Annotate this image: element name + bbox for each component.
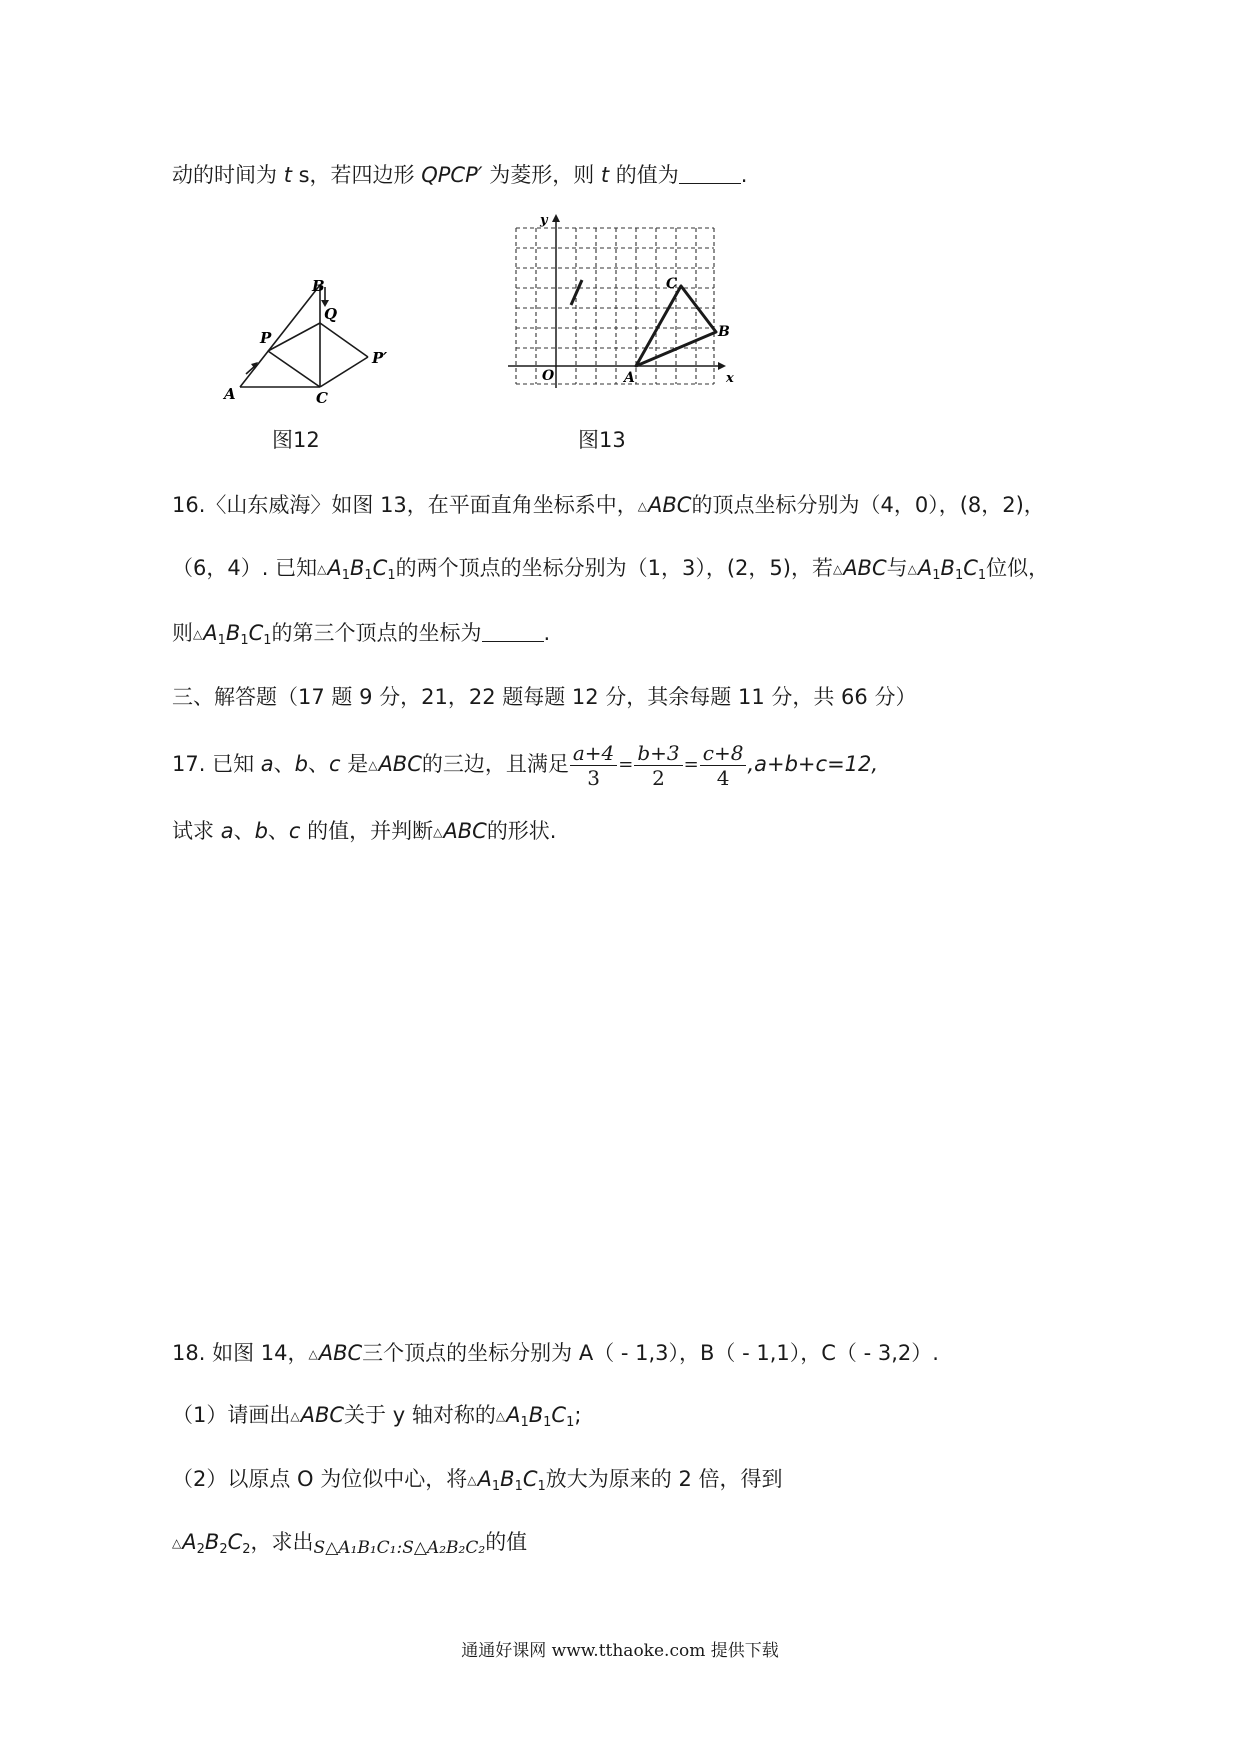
fig12-caption: 图12 [272,428,320,452]
section-3-heading: 三、解答题（17 题 9 分，21，22 题每题 12 分，其余每题 11 分，共 66 分） [172,685,917,709]
triangle-icon: △ [467,1473,477,1487]
fraction-1: $\frac{a+4}{3}$ [570,741,617,790]
triangle-icon: △ [193,627,203,641]
triangle-icon: △ [637,499,648,513]
triangle-icon: △ [832,562,843,576]
footer-credit: 通通好课网 www.tthaoke.com 提供下载 [461,1641,779,1661]
fig13-label-y: y [540,213,548,228]
fig13-label-b: B [718,324,730,340]
fraction-2: $\frac{b+3}{2}$ [634,741,682,790]
fig12-label-p: P [260,329,272,347]
x-axis-arrow-icon [718,362,726,370]
y-axis-arrow-icon [552,214,560,222]
q18-part1: （1）请画出△ABC关于 y 轴对称的$\triangle A_1B_1C_1$; [172,1403,582,1430]
triangle-icon: △ [308,1347,318,1361]
q18-part2-cont: $\triangle A_2B_2C_2$，求出S△A₁B₁C₁:S△A₂B₂C₂的值 [172,1530,528,1558]
triangle-icon: △ [495,1409,506,1423]
answer-blank [482,623,544,642]
q17-line1: 17. 已知 a、b、c 是△ABC的三边，且满足 $\frac{a+4}{3}$ = $\frac{b+3}{2}$ = $\frac{c+8}{4}$ ,a+b+c=12, [172,740,879,790]
fig12-label-a: A [224,385,236,403]
triangle-icon: △ [433,825,443,839]
triangle-icon: △ [368,758,378,772]
fig12-label-q: Q [324,305,338,323]
triangle-icon: △ [317,562,327,576]
q15-tail: 动的时间为 t s，若四边形 QPCP′ 为菱形，则 t 的值为 . [172,163,748,187]
answer-blank [679,165,741,184]
fig12-label-b: B [312,277,325,295]
q17-line2: 试求 a、b、c 的值，并判断△ABC的形状. [172,819,557,843]
q16-line1: 16.〈山东威海〉如图 13，在平面直角坐标系中，△ABC的顶点坐标分别为（4，0），(8，2)， [172,493,1045,517]
fig13-label-a: A [624,370,635,386]
triangle-icon: △ [290,1409,300,1423]
q18-line1: 18. 如图 14，△ABC三个顶点的坐标分别为 A（ - 1,3），B（ - 1,1），C（ - 3,2）. [172,1341,939,1365]
fig13-caption: 图13 [578,428,626,452]
fig13-label-x: x [726,371,734,386]
fraction-3: $\frac{c+8}{4}$ [700,741,747,790]
q16-line3: 则$\triangle A_1B_1C_1$的第三个顶点的坐标为 . [172,621,551,648]
triangle-icon: △ [907,562,917,576]
fig12-label-c: C [316,389,328,405]
triangle-icon: △ [172,1536,182,1550]
fig12-label-pprime: P′ [372,349,388,367]
fig13-label-o: O [542,368,555,384]
figure-13 [500,210,740,390]
area-ratio: S△A₁B₁C₁:S△A₂B₂C₂ [313,1538,486,1558]
figure-12 [220,275,410,405]
q18-part2: （2）以原点 O 为位似中心，将$\triangle A_1B_1C_1$放大为原来的 2 倍，得到 [172,1467,783,1494]
fig13-label-c: C [666,276,678,292]
q16-line2: （6，4）. 已知$\triangle A_1B_1C_1$的两个顶点的坐标分别为（1，3），(2，5)，若△ABC与$\triangle A_1B_1C_1$位似， [172,556,1050,583]
